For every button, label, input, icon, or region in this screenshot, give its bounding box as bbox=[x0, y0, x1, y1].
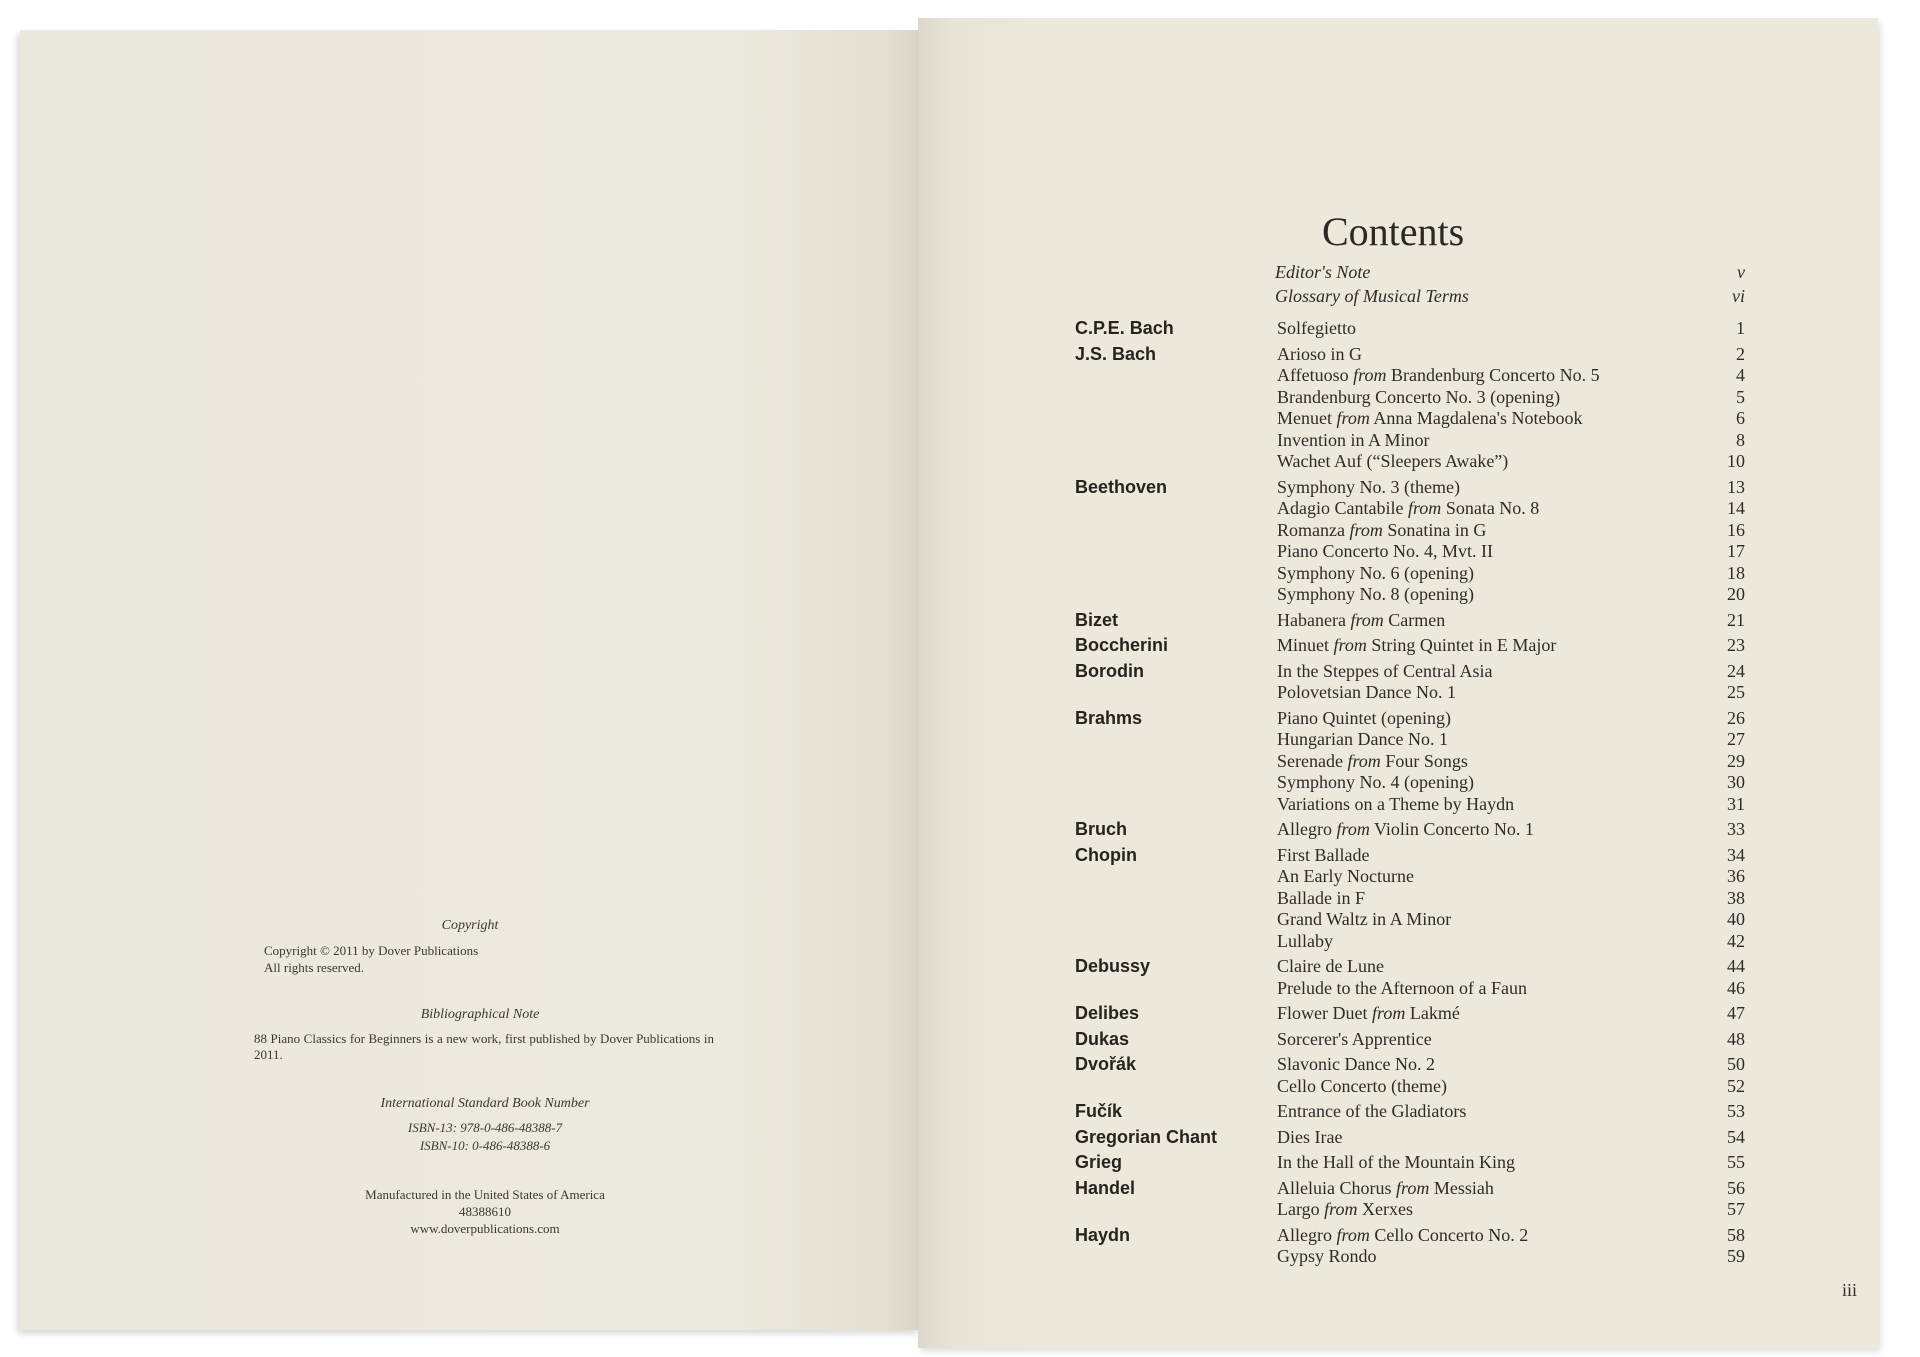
toc-page-number: 21 bbox=[1727, 609, 1745, 630]
isbn-heading: International Standard Book Number bbox=[380, 1096, 590, 1111]
toc-title-source: Cello Concerto No. 2 bbox=[1369, 1224, 1529, 1245]
toc-title bbox=[1277, 909, 1451, 931]
toc-title-text: Entrance of the Gladiators bbox=[1277, 1101, 1467, 1121]
toc-entry bbox=[1075, 365, 1745, 387]
toc-title-text: Ballade in F bbox=[1277, 887, 1365, 908]
toc-title-text: Flower Duet bbox=[1277, 1003, 1372, 1023]
toc-title-from: from bbox=[1407, 498, 1442, 518]
toc-page-number: 8 bbox=[1736, 429, 1745, 450]
toc-page-number: 13 bbox=[1727, 476, 1745, 497]
toc-title-text: Cello Concerto (theme) bbox=[1277, 1075, 1447, 1096]
toc-entry bbox=[1075, 956, 1745, 978]
toc-title bbox=[1277, 451, 1508, 473]
toc-entry bbox=[1075, 1127, 1745, 1149]
toc-title-text: Piano Concerto No. 4, Mvt. II bbox=[1277, 541, 1493, 561]
toc-page-number: 50 bbox=[1727, 1054, 1745, 1074]
toc-title bbox=[1277, 888, 1365, 910]
toc-title-text: Symphony No. 4 (opening) bbox=[1277, 772, 1474, 792]
toc-page-number: 56 bbox=[1727, 1177, 1745, 1198]
toc-entry bbox=[1075, 1101, 1745, 1123]
toc-page-number: 58 bbox=[1727, 1224, 1745, 1245]
toc-title-text: Dies Irae bbox=[1277, 1126, 1343, 1147]
toc-title-source: Violin Concerto No. 1 bbox=[1369, 819, 1534, 839]
toc-title bbox=[1277, 318, 1356, 340]
toc-title-text: Symphony No. 8 (opening) bbox=[1277, 584, 1474, 604]
toc-title-source: Carmen bbox=[1383, 609, 1446, 630]
toc-title bbox=[1277, 541, 1493, 563]
toc-composer: Grieg bbox=[1075, 1152, 1123, 1172]
toc-page-number: 20 bbox=[1727, 584, 1745, 604]
stock-number: 48388610 bbox=[459, 1204, 511, 1219]
front-matter-page: vi bbox=[1732, 286, 1745, 306]
toc-title bbox=[1277, 708, 1451, 730]
toc-composer: Dukas bbox=[1075, 1028, 1130, 1049]
toc-title bbox=[1277, 729, 1448, 751]
toc-composer: Bruch bbox=[1075, 819, 1128, 839]
toc-page-number: 38 bbox=[1727, 887, 1745, 908]
toc-entry bbox=[1075, 866, 1745, 888]
toc-title-from: from bbox=[1336, 1224, 1370, 1245]
copyright-heading: Copyright bbox=[441, 918, 499, 933]
toc-title-from: from bbox=[1396, 1177, 1430, 1198]
toc-page-number: 44 bbox=[1727, 956, 1745, 976]
toc-composer: C.P.E. Bach bbox=[1075, 318, 1174, 338]
toc-entry bbox=[1075, 845, 1745, 867]
toc-composer: Beethoven bbox=[1075, 476, 1168, 497]
toc-title-text: Hungarian Dance No. 1 bbox=[1277, 729, 1448, 749]
toc-entry bbox=[1075, 1054, 1745, 1076]
toc-title bbox=[1277, 635, 1556, 657]
toc-title-source: Sonatina in G bbox=[1382, 519, 1487, 540]
isbn-10: ISBN-10: 0-486-48388-6 bbox=[419, 1138, 551, 1153]
toc-title bbox=[1277, 477, 1460, 499]
toc-title-text: Allegro bbox=[1277, 819, 1337, 839]
toc-title bbox=[1277, 1127, 1342, 1149]
toc-title bbox=[1277, 1152, 1515, 1174]
toc-entry bbox=[1075, 772, 1745, 794]
toc-page-number: 42 bbox=[1727, 930, 1745, 951]
toc-title bbox=[1277, 1076, 1447, 1098]
toc-title-text: An Early Nocturne bbox=[1277, 866, 1414, 886]
toc-title bbox=[1277, 584, 1474, 606]
toc-page-number: 17 bbox=[1727, 541, 1745, 561]
website: www.doverpublications.com bbox=[410, 1221, 560, 1236]
toc-composer: Borodin bbox=[1075, 660, 1144, 681]
toc-title bbox=[1277, 344, 1362, 366]
toc-page-number: 55 bbox=[1727, 1152, 1745, 1172]
toc-entry bbox=[1075, 729, 1745, 751]
table-of-contents bbox=[1075, 318, 1745, 1268]
toc-title bbox=[1277, 365, 1600, 387]
toc-title bbox=[1277, 956, 1384, 978]
toc-page-number: 5 bbox=[1736, 386, 1745, 407]
toc-title-text: Invention in A Minor bbox=[1277, 429, 1430, 450]
toc-entry bbox=[1075, 794, 1745, 816]
toc-page-number: 52 bbox=[1727, 1075, 1745, 1096]
toc-title-text: In the Hall of the Mountain King bbox=[1277, 1152, 1515, 1172]
toc-title-text: Solfegietto bbox=[1277, 318, 1356, 338]
toc-title-from: from bbox=[1353, 365, 1387, 385]
toc-entry bbox=[1075, 387, 1745, 409]
toc-composer: Debussy bbox=[1075, 956, 1151, 976]
toc-entry bbox=[1075, 1199, 1745, 1221]
toc-page-number: 1 bbox=[1736, 318, 1745, 338]
bibliographical-text: 88 Piano Classics for Beginners is a new work, first published by Dover Publications in 2011. bbox=[254, 1031, 714, 1062]
toc-composer: Brahms bbox=[1075, 707, 1143, 728]
toc-title bbox=[1277, 751, 1468, 773]
toc-title-text: In the Steppes of Central Asia bbox=[1277, 660, 1493, 681]
toc-title-text: Grand Waltz in A Minor bbox=[1277, 909, 1452, 929]
toc-title-from: from bbox=[1350, 609, 1384, 630]
toc-page-number: 14 bbox=[1727, 498, 1745, 518]
toc-title-from: from bbox=[1324, 1199, 1358, 1219]
toc-page-number: 57 bbox=[1727, 1199, 1745, 1219]
toc-title-from: from bbox=[1371, 1003, 1406, 1023]
toc-title bbox=[1277, 1246, 1377, 1268]
toc-page-number: 2 bbox=[1736, 343, 1745, 364]
toc-title-from: from bbox=[1333, 635, 1367, 655]
toc-page-number: 31 bbox=[1727, 793, 1745, 814]
toc-title bbox=[1277, 1054, 1435, 1076]
toc-title bbox=[1277, 772, 1474, 794]
toc-entry bbox=[1075, 563, 1745, 585]
toc-title-text: Sorcerer's Apprentice bbox=[1277, 1028, 1432, 1049]
toc-title bbox=[1277, 563, 1474, 585]
toc-title-source: String Quintet in E Major bbox=[1366, 635, 1557, 655]
toc-title-text: Gypsy Rondo bbox=[1277, 1246, 1377, 1266]
toc-page-number: 34 bbox=[1727, 844, 1745, 865]
toc-entry bbox=[1075, 520, 1745, 542]
toc-page-number: 24 bbox=[1727, 660, 1745, 681]
front-matter-row bbox=[1275, 286, 1745, 307]
toc-title-text: Allegro bbox=[1277, 1224, 1337, 1245]
toc-title bbox=[1277, 520, 1486, 542]
toc-page-number: 40 bbox=[1727, 909, 1745, 929]
toc-entry bbox=[1075, 1029, 1745, 1051]
toc-entry bbox=[1075, 541, 1745, 563]
toc-title bbox=[1277, 1003, 1460, 1025]
toc-title bbox=[1277, 1101, 1466, 1123]
toc-composer: Bizet bbox=[1075, 609, 1119, 630]
bibliographical-heading: Bibliographical Note bbox=[420, 1007, 540, 1022]
isbn-13: ISBN-13: 978-0-486-48388-7 bbox=[407, 1120, 563, 1135]
contents-title: Contents bbox=[1322, 209, 1465, 254]
toc-title-text: Variations on a Theme by Haydn bbox=[1277, 793, 1515, 814]
toc-composer: Chopin bbox=[1075, 844, 1137, 865]
toc-entry bbox=[1075, 1246, 1745, 1268]
toc-entry bbox=[1075, 635, 1745, 657]
toc-title-source: Anna Magdalena's Notebook bbox=[1369, 408, 1583, 428]
toc-title-text: Minuet bbox=[1277, 635, 1334, 655]
toc-page-number: 48 bbox=[1727, 1028, 1745, 1049]
toc-entry bbox=[1075, 1076, 1745, 1098]
toc-title-text: Alleluia Chorus bbox=[1277, 1177, 1396, 1198]
toc-page-number: 23 bbox=[1727, 635, 1745, 655]
toc-title-text: Slavonic Dance No. 2 bbox=[1277, 1054, 1435, 1074]
toc-title bbox=[1277, 845, 1370, 867]
toc-composer: J.S. Bach bbox=[1075, 343, 1157, 364]
toc-composer: Gregorian Chant bbox=[1075, 1126, 1218, 1147]
toc-composer: Delibes bbox=[1075, 1003, 1140, 1023]
toc-title-text: Wachet Auf (“Sleepers Awake”) bbox=[1277, 451, 1509, 471]
toc-title-source: Sonata No. 8 bbox=[1441, 498, 1540, 518]
toc-entry bbox=[1075, 318, 1745, 340]
toc-page-number: 29 bbox=[1727, 750, 1745, 771]
front-matter-title: Glossary of Musical Terms bbox=[1275, 286, 1469, 306]
toc-title-text: Symphony No. 3 (theme) bbox=[1277, 476, 1460, 497]
toc-title bbox=[1277, 682, 1456, 704]
toc-entry bbox=[1075, 430, 1745, 452]
toc-title-text: Largo bbox=[1277, 1199, 1325, 1219]
toc-title-source: Xerxes bbox=[1357, 1199, 1413, 1219]
toc-title-text: Habanera bbox=[1277, 609, 1351, 630]
toc-page-number: 6 bbox=[1736, 408, 1745, 428]
front-matter-title: Editor's Note bbox=[1275, 262, 1371, 282]
toc-page-number: 30 bbox=[1727, 772, 1745, 792]
toc-composer: Dvořák bbox=[1075, 1054, 1137, 1074]
toc-title bbox=[1277, 1029, 1432, 1051]
toc-title bbox=[1277, 661, 1492, 683]
toc-page-number: 59 bbox=[1727, 1246, 1745, 1266]
toc-title-text: First Ballade bbox=[1277, 844, 1370, 865]
toc-entry bbox=[1075, 1178, 1745, 1200]
toc-composer: Boccherini bbox=[1075, 635, 1169, 655]
toc-title bbox=[1277, 498, 1539, 520]
toc-entry bbox=[1075, 909, 1745, 931]
toc-title-text: Arioso in G bbox=[1277, 343, 1362, 364]
manufactured-line: Manufactured in the United States of America bbox=[365, 1187, 605, 1202]
toc-page-number: 16 bbox=[1727, 519, 1745, 540]
toc-page-number: 47 bbox=[1727, 1003, 1745, 1023]
toc-entry bbox=[1075, 408, 1745, 430]
toc-title-source: Lakmé bbox=[1405, 1003, 1460, 1023]
toc-title-from: from bbox=[1336, 819, 1370, 839]
toc-title-text: Prelude to the Afternoon of a Faun bbox=[1277, 977, 1527, 998]
toc-entry bbox=[1075, 610, 1745, 632]
toc-title bbox=[1277, 1178, 1494, 1200]
toc-title-from: from bbox=[1349, 519, 1383, 540]
toc-page-number: 46 bbox=[1727, 977, 1745, 998]
toc-title-text: Polovetsian Dance No. 1 bbox=[1277, 682, 1456, 702]
rights-line: All rights reserved. bbox=[264, 960, 365, 975]
bleed-through-title bbox=[110, 255, 810, 440]
page-number: iii bbox=[1842, 1280, 1858, 1300]
toc-entry bbox=[1075, 1152, 1745, 1174]
toc-title bbox=[1277, 387, 1560, 409]
front-matter-page: v bbox=[1737, 262, 1745, 282]
toc-title-text: Serenade bbox=[1277, 750, 1348, 771]
toc-page-number: 4 bbox=[1736, 365, 1745, 385]
toc-composer: Haydn bbox=[1075, 1224, 1131, 1245]
toc-entry bbox=[1075, 751, 1745, 773]
toc-page-number: 27 bbox=[1727, 729, 1745, 749]
toc-title bbox=[1277, 1225, 1528, 1247]
toc-entry bbox=[1075, 1225, 1745, 1247]
toc-page-number: 10 bbox=[1727, 451, 1745, 471]
toc-title-text: Symphony No. 6 (opening) bbox=[1277, 562, 1474, 583]
toc-title-text: Brandenburg Concerto No. 3 (opening) bbox=[1277, 386, 1561, 407]
toc-title-text: Romanza bbox=[1277, 519, 1350, 540]
toc-title-source: Brandenburg Concerto No. 5 bbox=[1386, 365, 1600, 385]
toc-entry bbox=[1075, 682, 1745, 704]
toc-entry bbox=[1075, 708, 1745, 730]
toc-title bbox=[1277, 610, 1445, 632]
toc-title-text: Lullaby bbox=[1277, 930, 1333, 951]
toc-page-number: 54 bbox=[1727, 1126, 1745, 1147]
toc-title-source: Messiah bbox=[1429, 1177, 1494, 1198]
toc-page-number: 25 bbox=[1727, 682, 1745, 702]
toc-entry bbox=[1075, 888, 1745, 910]
toc-entry bbox=[1075, 1003, 1745, 1025]
toc-page-number: 53 bbox=[1727, 1101, 1745, 1121]
toc-title-text: Claire de Lune bbox=[1277, 956, 1384, 976]
toc-title bbox=[1277, 931, 1333, 953]
toc-title bbox=[1277, 1199, 1413, 1221]
toc-title bbox=[1277, 430, 1430, 452]
toc-entry bbox=[1075, 451, 1745, 473]
toc-entry bbox=[1075, 344, 1745, 366]
toc-page-number: 26 bbox=[1727, 707, 1745, 728]
copyright-line: Copyright © 2011 by Dover Publications bbox=[264, 943, 479, 958]
toc-title-text: Affetuoso bbox=[1277, 365, 1354, 385]
toc-entry bbox=[1075, 584, 1745, 606]
toc-title-source: Four Songs bbox=[1380, 750, 1468, 771]
toc-title bbox=[1277, 794, 1514, 816]
toc-entry bbox=[1075, 819, 1745, 841]
toc-title bbox=[1277, 408, 1583, 430]
toc-title bbox=[1277, 978, 1527, 1000]
toc-title bbox=[1277, 866, 1414, 888]
toc-title-text: Piano Quintet (opening) bbox=[1277, 707, 1451, 728]
toc-title-text: Menuet bbox=[1277, 408, 1337, 428]
toc-page-number: 36 bbox=[1727, 866, 1745, 886]
toc-title-from: from bbox=[1347, 750, 1381, 771]
toc-composer: Fučík bbox=[1075, 1101, 1123, 1121]
toc-entry bbox=[1075, 661, 1745, 683]
toc-entry bbox=[1075, 931, 1745, 953]
toc-entry bbox=[1075, 978, 1745, 1000]
toc-entry bbox=[1075, 498, 1745, 520]
front-matter-row bbox=[1275, 262, 1745, 283]
toc-title-text: Adagio Cantabile bbox=[1277, 498, 1408, 518]
toc-entry bbox=[1075, 477, 1745, 499]
bleed-through-title-glyphs bbox=[110, 255, 810, 425]
toc-page-number: 33 bbox=[1727, 819, 1745, 839]
toc-title bbox=[1277, 819, 1534, 841]
toc-page-number: 18 bbox=[1727, 562, 1745, 583]
toc-title-from: from bbox=[1336, 408, 1370, 428]
toc-composer: Handel bbox=[1075, 1177, 1136, 1198]
